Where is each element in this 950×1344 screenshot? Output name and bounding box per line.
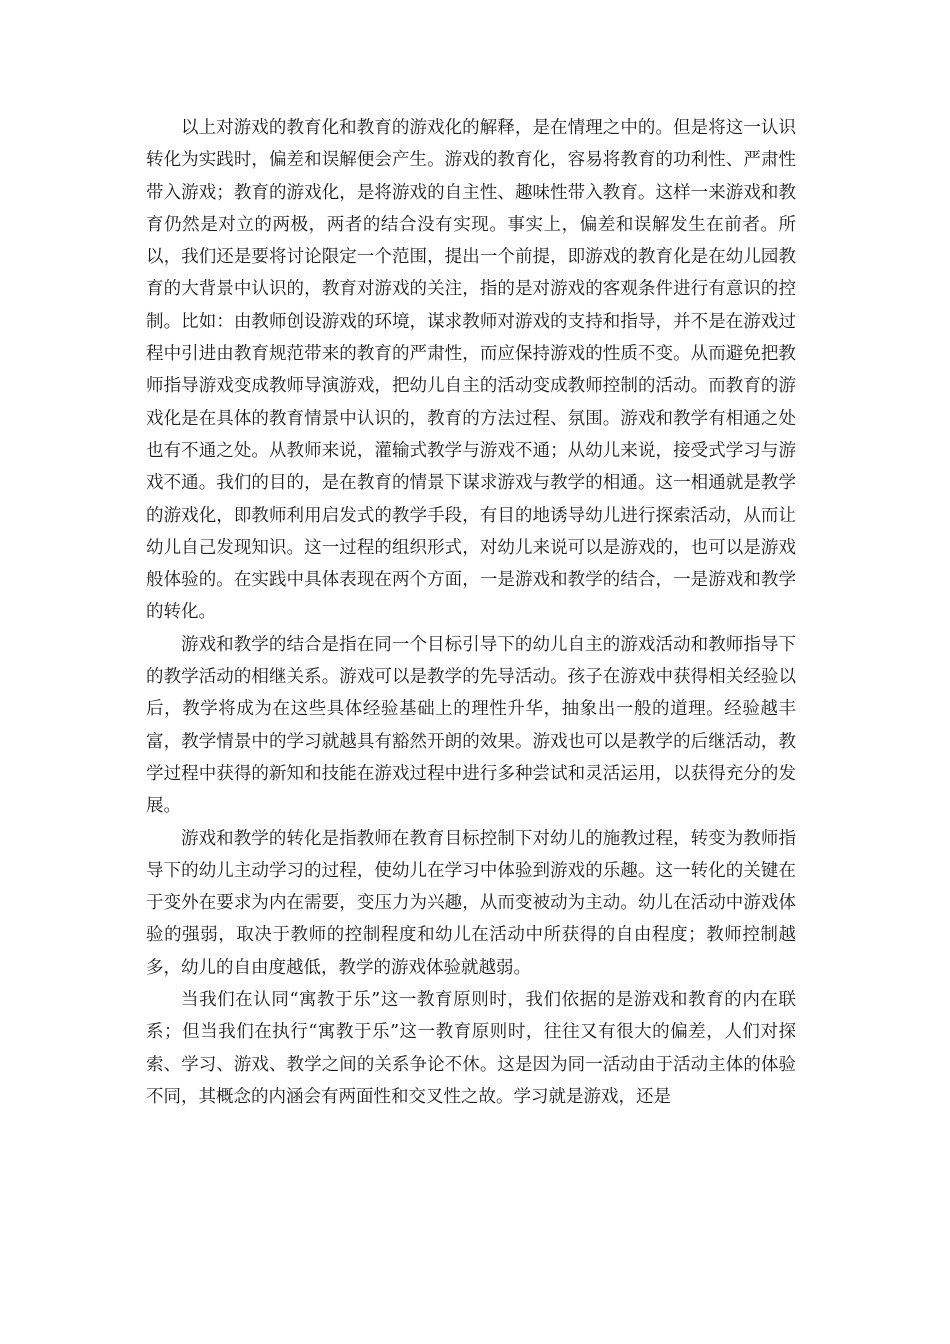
- body-text: [146, 112, 796, 1113]
- paragraph-1: 以上对游戏的教育化和教育的游戏化的解释，是在情理之中的。但是将这一认识转化为实践时，偏差和误解便会产生。游戏的教育化，容易将教育的功利性、严肃性带入游戏；教育的游戏化，是将游戏的自主性、趣味性带入教育。这样一来游戏和教育仍然是对立的两极，两者的结合没有实现。事实上，偏差和误解发生在前者。所以，我们还是要将讨论限定一个范围，提出一个前提，即游戏的教育化是在幼儿园教育的大背景中认识的，教育对游戏的关注，指的是对游戏的客观条件进行有意识的控制。比如：由教师创设游戏的环境，谋求教师对游戏的支持和指导，并不是在游戏过程中引进由教育规范带来的教育的严肃性，而应保持游戏的性质不变。从而避免把教师指导游戏变成教师导演游戏，把幼儿自主的活动变成教师控制的活动。而教育的游戏化是在具体的教育情景中认识的，教育的方法过程、氛围。游戏和教学有相通之处也有不通之处。从教师来说，灌输式教学与游戏不通；从幼儿来说，接受式学习与游戏不通。我们的目的，是在教育的情景下谋求游戏与教学的相通。这一相通就是教学的游戏化，即教师利用启发式的教学手段，有目的地诱导幼儿进行探索活动，从而让幼儿自己发现知识。这一过程的组织形式，对幼儿来说可以是游戏的，也可以是游戏般体验的。在实践中具体表现在两个方面，一是游戏和教学的结合，一是游戏和教学的转化。: [146, 118, 796, 623]
- paragraph-2: 游戏和教学的结合是指在同一个目标引导下的幼儿自主的游戏活动和教师指导下的教学活动的相继关系。游戏可以是教学的先导活动。孩子在游戏中获得相关经验以后，教学将成为在这些具体经验基础上的理性升华，抽象出一般的道理。经验越丰富，教学情景中的学习就越具有豁然开朗的效果。游戏也可以是教学的后继活动，教学过程中获得的新知和技能在游戏过程中进行多种尝试和灵活运用，以获得充分的发展。: [146, 634, 796, 817]
- paragraph-4: 当我们在认同“寓教于乐”这一教育原则时，我们依据的是游戏和教育的内在联系；但当我们在执行“寓教于乐”这一教育原则时，往往又有很大的偏差，人们对探索、学习、游戏、教学之间的关系争论不休。这是因为同一活动由于活动主体的体验不同，其概念的内涵会有两面性和交叉性之故。学习就是游戏，还是: [146, 990, 796, 1107]
- paragraph-3: 游戏和教学的转化是指教师在教育目标控制下对幼儿的施教过程，转变为教师指导下的幼儿主动学习的过程，使幼儿在学习中体验到游戏的乐趣。这一转化的关键在于变外在要求为内在需要，变压力为兴趣，从而变被动为主动。幼儿在活动中游戏体验的强弱，取决于教师的控制程度和幼儿在活动中所获得的自由程度；教师控制越多，幼儿的自由度越低，教学的游戏体验就越弱。: [146, 828, 796, 978]
